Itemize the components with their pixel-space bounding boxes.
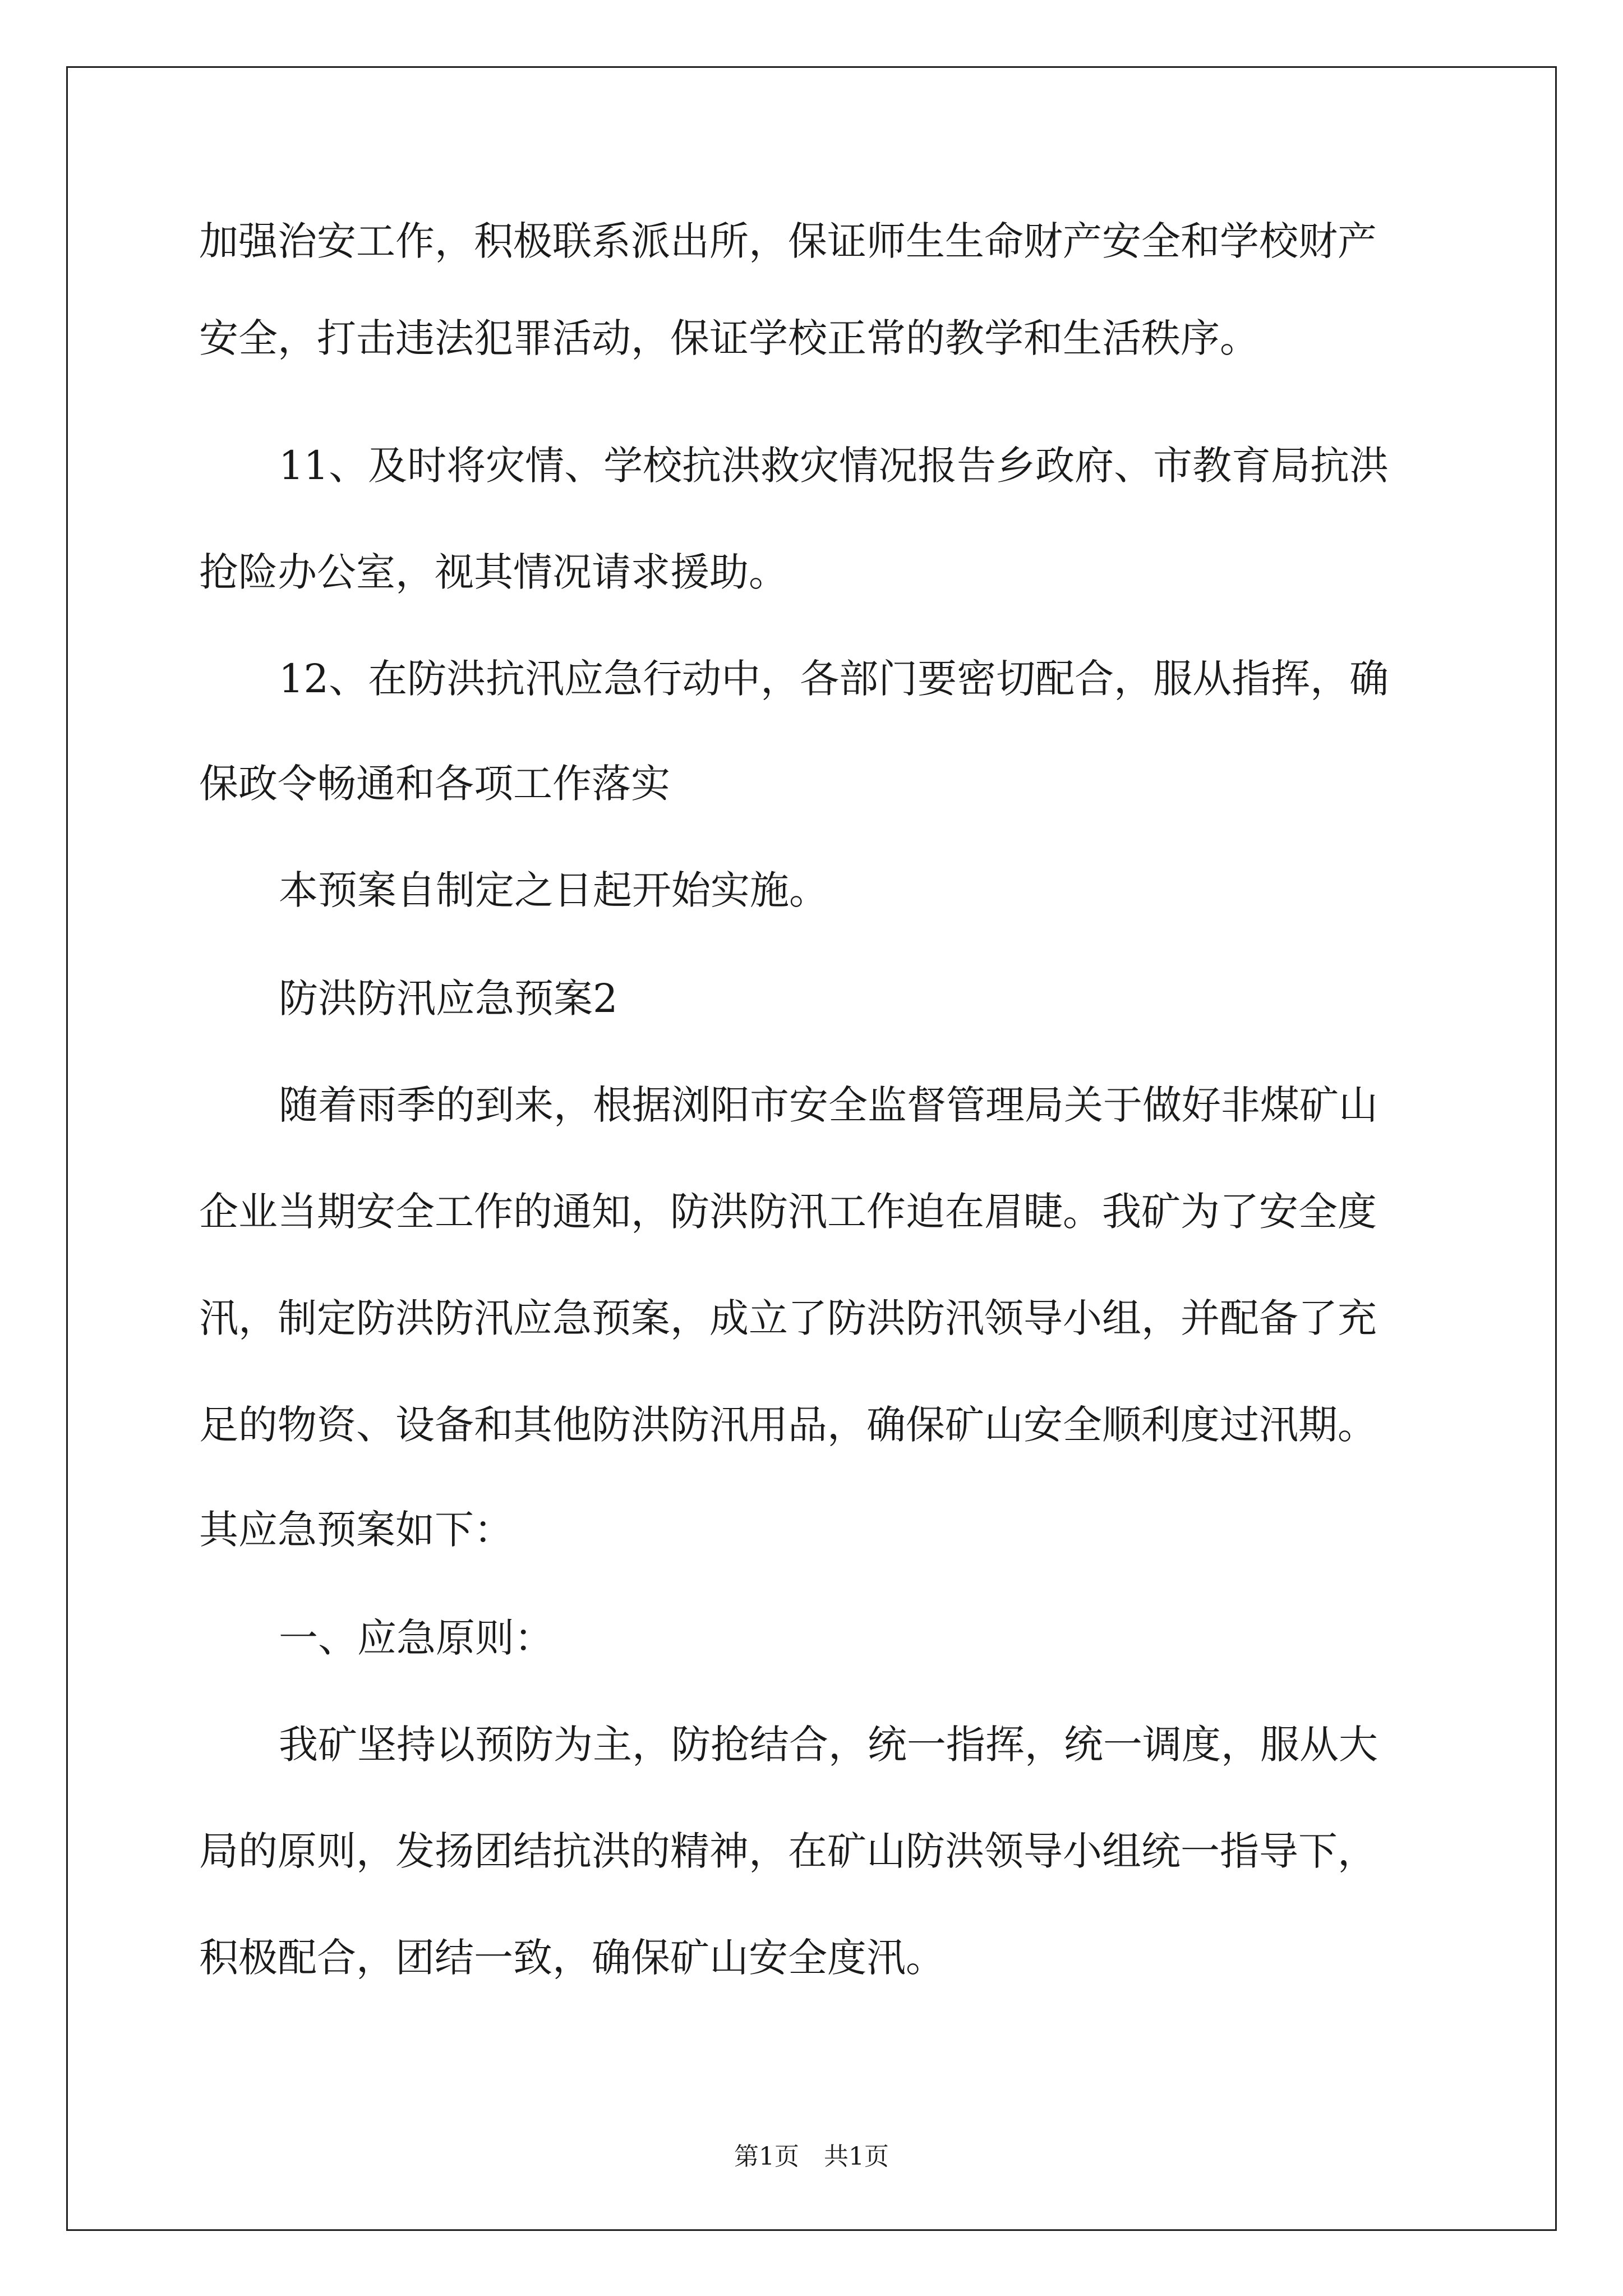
- text-line: 汛，制定防洪防汛应急预案，成立了防洪防汛领导小组，并配备了充: [199, 1295, 1377, 1341]
- section-heading: 一、应急原则：: [279, 1615, 554, 1661]
- text-line: 保政令畅通和各项工作落实: [199, 761, 670, 807]
- text-line: 我矿坚持以预防为主，防抢结合，统一指挥，统一调度，服从大: [279, 1722, 1378, 1768]
- page-footer: 第1页 共1页: [734, 2142, 889, 2171]
- section-heading: 防洪防汛应急预案2: [279, 976, 618, 1022]
- text-line: 本预案自制定之日起开始实施。: [279, 867, 828, 913]
- text-line: 企业当期安全工作的通知，防洪防汛工作迫在眉睫。我矿为了安全度: [199, 1189, 1377, 1235]
- text-line: 其应急预案如下：: [199, 1507, 513, 1553]
- text-line: 局的原则，发扬团结抗洪的精神，在矿山防洪领导小组统一指导下，: [199, 1828, 1377, 1874]
- text-line: 12、在防洪抗汛应急行动中，各部门要密切配合，服从指挥，确: [279, 656, 1389, 702]
- text-line: 抢险办公室，视其情况请求援助。: [199, 549, 788, 595]
- text-line: 积极配合，团结一致，确保矿山安全度汛。: [199, 1935, 945, 1981]
- text-line: 足的物资、设备和其他防洪防汛用品，确保矿山安全顺利度过汛期。: [199, 1402, 1377, 1448]
- page-border: [66, 66, 1557, 2231]
- text-line: 加强治安工作，积极联系派出所，保证师生生命财产安全和学校财产: [199, 218, 1377, 264]
- text-line: 随着雨季的到来，根据浏阳市安全监督管理局关于做好非煤矿山: [279, 1082, 1378, 1128]
- text-line: 安全，打击违法犯罪活动，保证学校正常的教学和生活秩序。: [199, 315, 1259, 361]
- text-line: 11、及时将灾情、学校抗洪救灾情况报告乡政府、市教育局抗洪: [279, 443, 1389, 489]
